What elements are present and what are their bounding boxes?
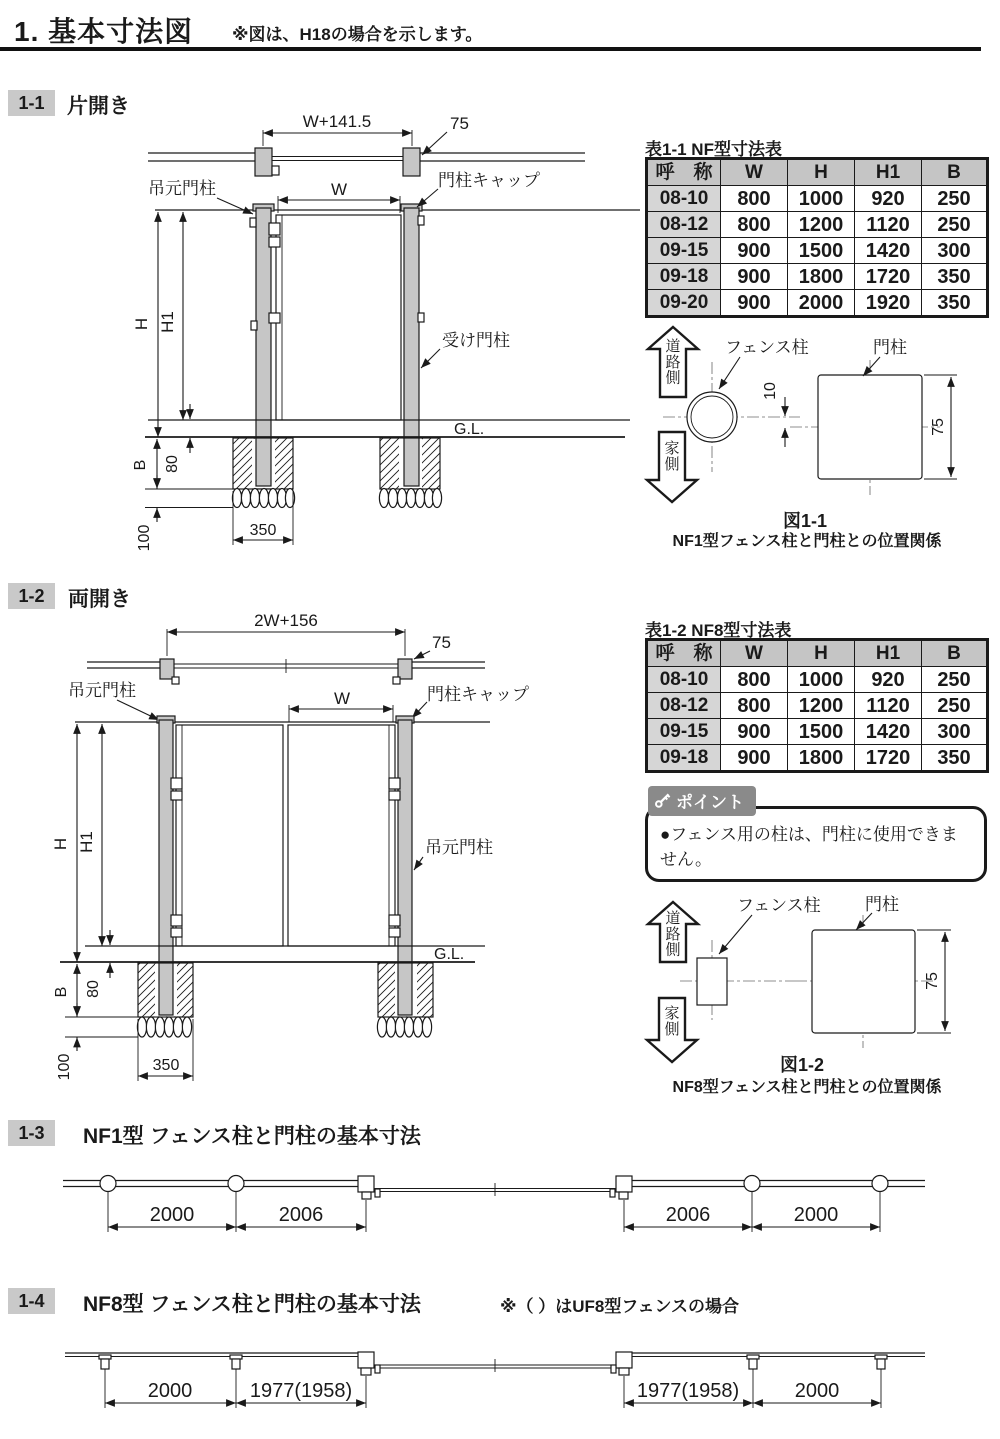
gravel (137, 1017, 431, 1037)
dim-100: 100 (56, 1053, 73, 1081)
col-h: H (788, 159, 855, 186)
key-icon (654, 792, 671, 809)
title-rule (0, 47, 981, 51)
point-text: ●フェンス用の柱は、門柱に使用できません。 (660, 825, 958, 869)
hinge-r3 (389, 915, 400, 926)
table-header-row (647, 640, 988, 667)
round-fence-post (744, 1176, 760, 1192)
label-hinge-post-left: 吊元門柱 (68, 681, 136, 700)
dim-h: H (51, 837, 70, 851)
gate-panel-left (176, 725, 283, 946)
section-1-2-number: 1-2 (8, 583, 55, 609)
round-fence-post (872, 1176, 888, 1192)
table-row: 08-12 800 1200 1120 250 (647, 693, 988, 719)
gravel (232, 489, 441, 508)
hinge-r2 (389, 791, 400, 800)
dim-2000-l: 2000 (147, 1380, 193, 1402)
table-1-2-caption: 表1-2 NF8型寸法表 (645, 621, 792, 640)
section-1-4-note: ※（ ）はUF8型フェンスの場合 (500, 1297, 740, 1316)
gate-panel-right (288, 725, 395, 946)
label-cap: 門柱キャップ (427, 685, 529, 704)
dimension-table-nf (645, 157, 989, 318)
latch-upper (418, 216, 424, 225)
table-row: 09-20 900 2000 1920 350 (647, 290, 988, 317)
plan-hinge-detail-left (172, 677, 179, 684)
dim-b: B (53, 986, 70, 998)
small-fence-post (747, 1355, 759, 1369)
col-b: B (922, 640, 988, 667)
dim-350: 350 (152, 1057, 180, 1074)
gate-post-right (610, 1176, 632, 1199)
plan-hinge-detail-right (393, 677, 400, 684)
fig-1-2 (640, 885, 995, 1100)
label-cap: 門柱キャップ (438, 171, 540, 190)
plan-left-post (160, 659, 174, 679)
point-tag (648, 786, 756, 816)
dim-1977-r: 1977(1958) (636, 1380, 740, 1402)
dim-w: W (330, 180, 348, 199)
table-row: 08-10 800 1000 920 250 (647, 667, 988, 693)
plan-view (87, 659, 485, 684)
dim-w: W (333, 689, 351, 708)
dim-2006-r: 2006 (665, 1204, 711, 1226)
section-1-3-title: NF1型 フェンス柱と門柱の基本寸法 (83, 1125, 421, 1148)
gate-post-square (818, 375, 922, 479)
hinge-upper (269, 223, 280, 235)
hinge-mark (250, 218, 256, 227)
table-row: 09-15 900 1500 1420 300 (647, 238, 988, 264)
small-fence-post (99, 1355, 111, 1369)
hinge-l2 (171, 791, 182, 800)
fig-1-1-caption: 図1-1 (782, 511, 828, 531)
fence-post-square (697, 958, 727, 1005)
label-hinge-post-right: 吊元門柱 (425, 838, 493, 857)
diagram-single-swing (105, 108, 645, 570)
section-1-1-title: 片開き (67, 95, 130, 118)
gate-post-left (358, 1352, 380, 1375)
col-b: B (922, 159, 988, 186)
label-receive-post: 受け門柱 (442, 331, 510, 350)
label-road-side: 道路側 (665, 338, 681, 387)
dim-h1: H1 (158, 311, 177, 333)
hinge-lower (269, 313, 280, 323)
label-road-side: 道路側 (665, 910, 681, 959)
dim-h: H (132, 317, 151, 331)
dim-75: 75 (930, 418, 947, 436)
point-box (645, 806, 987, 882)
section-1-1-number: 1-1 (8, 90, 55, 116)
dim-100: 100 (136, 524, 153, 552)
table-row: 09-18 900 1800 1720 350 (647, 264, 988, 290)
hinge-upper2 (269, 237, 280, 247)
label-fence-post: フェンス柱 (725, 338, 809, 357)
label-gl: G.L. (454, 421, 485, 438)
plan-right-post (398, 659, 412, 679)
dim-80: 80 (164, 455, 181, 473)
section-1-4-title: NF8型 フェンス柱と門柱の基本寸法 (83, 1293, 421, 1316)
col-h1: H1 (855, 159, 922, 186)
plan-hinge-post (255, 148, 272, 176)
diagram-nf1-spacing (30, 1170, 970, 1248)
label-gate-post: 門柱 (865, 895, 899, 914)
section-1-4-number: 1-4 (8, 1288, 55, 1314)
gate-post-square (812, 930, 915, 1033)
label-gate-post: 門柱 (873, 338, 907, 357)
col-w: W (721, 640, 788, 667)
section-1-3-number: 1-3 (8, 1120, 55, 1146)
table-row: 09-18 900 1800 1720 350 (647, 745, 988, 772)
section-1-2-title: 両開き (68, 588, 131, 611)
small-fence-post (875, 1355, 887, 1369)
round-fence-post (100, 1176, 116, 1192)
label-fence-post: フェンス柱 (737, 896, 821, 915)
dim-w1415: W+141.5 (302, 112, 372, 131)
fence-post-round (687, 392, 737, 442)
dim-h1: H1 (77, 831, 96, 853)
dim-80: 80 (85, 980, 102, 998)
fig-1-2-subcaption: NF8型フェンス柱と門柱との位置関係 (672, 1079, 942, 1096)
table-row: 09-15 900 1500 1420 300 (647, 719, 988, 745)
col-h1: H1 (855, 640, 922, 667)
dim-b: B (132, 459, 149, 471)
dim-2000-r: 2000 (793, 1204, 839, 1226)
gate-panel (276, 215, 401, 420)
page-title: 1. 基本寸法図 (14, 16, 194, 47)
col-name: 呼 称 (647, 159, 721, 186)
hinge-l1 (171, 778, 182, 789)
table-header-row (647, 159, 988, 186)
dim-10: 10 (762, 382, 779, 400)
foundations (137, 963, 433, 1037)
dim-2006-l: 2006 (278, 1204, 324, 1226)
dim-75: 75 (924, 972, 941, 990)
dim-1977-l: 1977(1958) (249, 1380, 353, 1402)
fig-1-1 (640, 325, 995, 560)
label-gl: G.L. (434, 946, 465, 963)
hinge-r4 (389, 928, 400, 937)
point-tag-label: ポイント (676, 793, 744, 812)
dim-2000-l: 2000 (149, 1204, 195, 1226)
col-name: 呼 称 (647, 640, 721, 667)
dimension-table-nf8 (645, 638, 989, 773)
dim-350: 350 (249, 522, 277, 539)
latch-lower (418, 313, 424, 322)
plan-receive-post (403, 148, 420, 176)
dim-2w156: 2W+156 (254, 611, 318, 630)
page-title-note: ※図は、H18の場合を示します。 (232, 25, 483, 44)
dim-75-plan: 75 (432, 633, 451, 652)
diagram-nf8-spacing (30, 1340, 970, 1425)
table-row: 08-10 800 1000 920 250 (647, 186, 988, 212)
fig-1-2-caption: 図1-2 (779, 1055, 825, 1075)
foundations (232, 438, 441, 508)
hinge-l3 (171, 915, 182, 926)
small-fence-post (230, 1355, 242, 1369)
label-house-side: 家側 (664, 440, 680, 473)
gate-post-left (358, 1176, 380, 1199)
gate-post-right (611, 1352, 632, 1375)
fig-1-1-subcaption: NF1型フェンス柱と門柱との位置関係 (672, 533, 942, 550)
dim-75-plan: 75 (450, 114, 469, 133)
label-house-side: 家側 (664, 1005, 680, 1038)
diagram-double-swing (51, 608, 615, 1098)
hinge-l4 (171, 928, 182, 937)
col-w: W (721, 159, 788, 186)
label-hinge-post: 吊元門柱 (148, 179, 216, 198)
table-1-1-caption: 表1-1 NF型寸法表 (645, 140, 782, 159)
col-h: H (788, 640, 855, 667)
plan-hinge-detail (272, 166, 279, 175)
round-fence-post (228, 1176, 244, 1192)
hinge-r1 (389, 778, 400, 789)
table-row: 08-12 800 1200 1120 250 (647, 212, 988, 238)
dim-2000-r: 2000 (794, 1380, 840, 1402)
hinge-mark2 (251, 321, 257, 330)
